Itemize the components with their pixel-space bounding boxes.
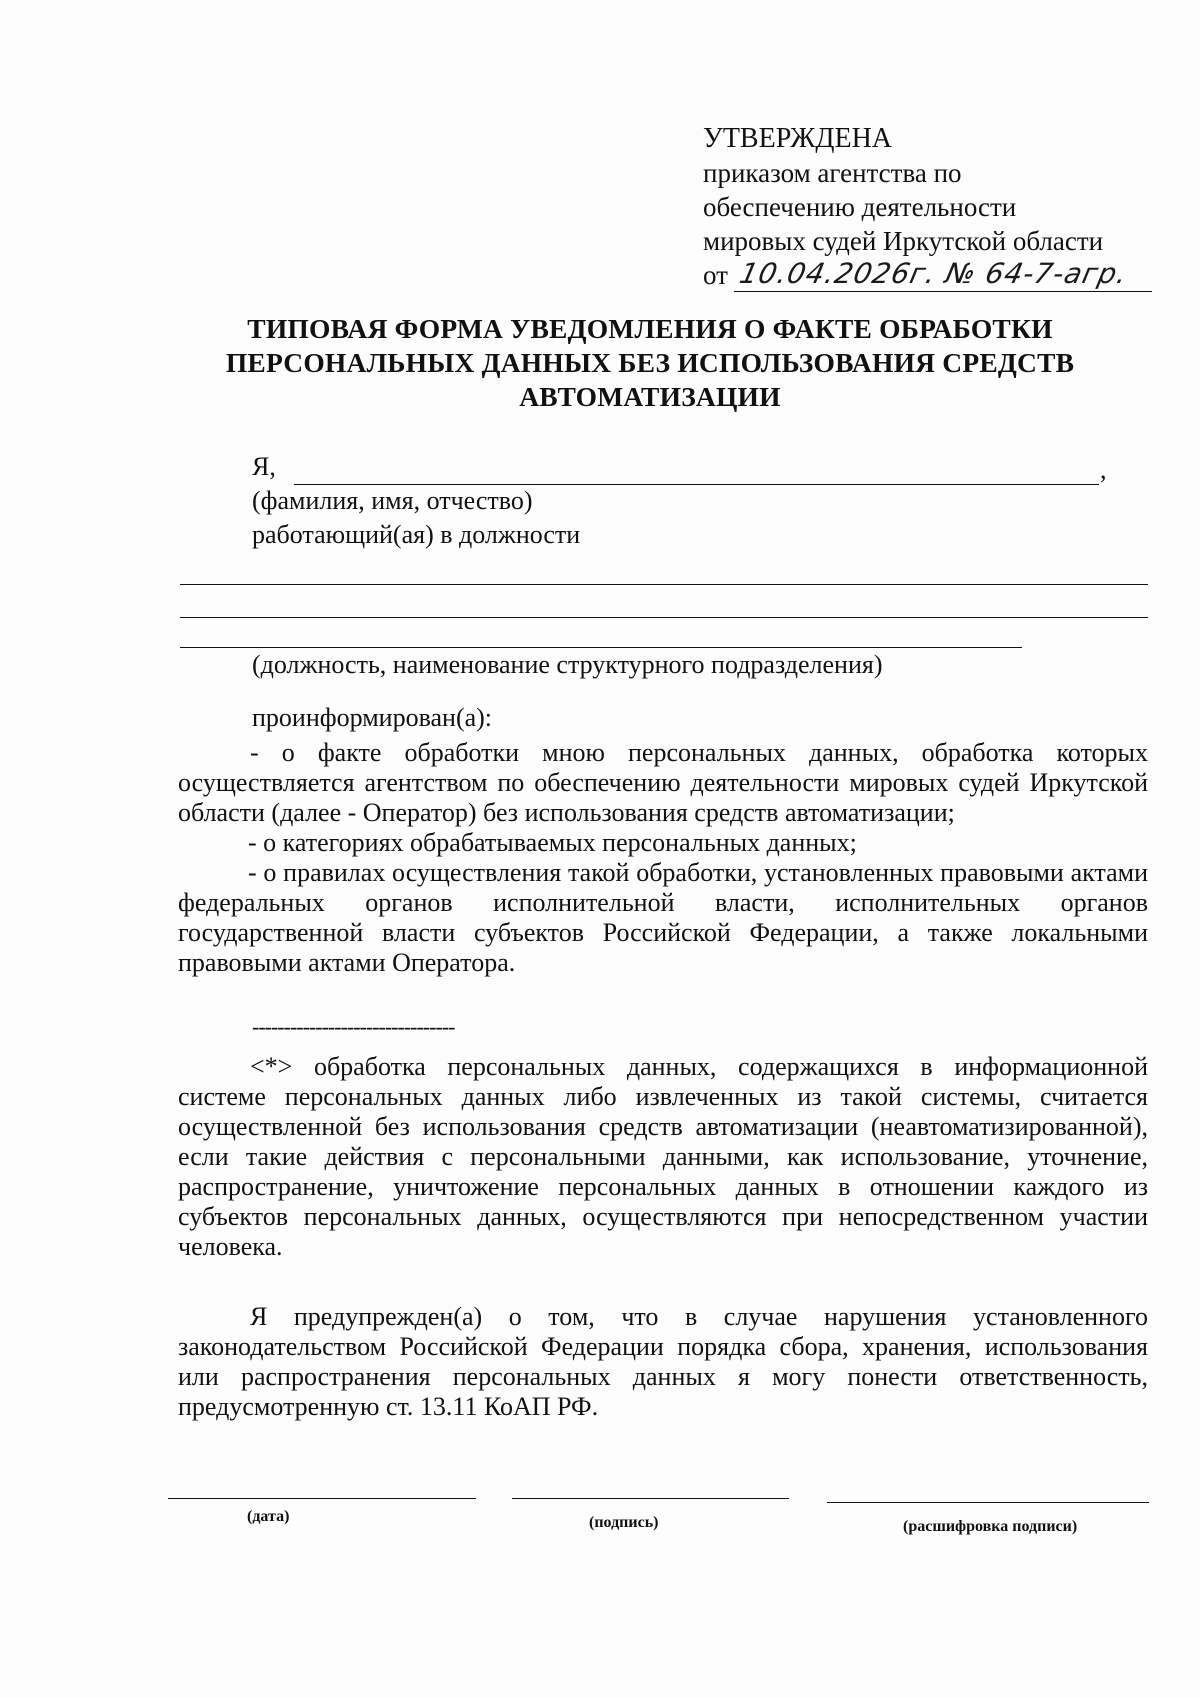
list-item-3 bbox=[178, 858, 1148, 978]
approval-line-1: приказом агентства по bbox=[703, 158, 962, 188]
signature-decoding-label: (расшифровка подписи) bbox=[903, 1518, 1078, 1535]
approval-date-line bbox=[734, 257, 1152, 292]
handwritten-order-number: 10.04.2026г. № 64-7-агр. bbox=[736, 257, 1131, 290]
name-comma: , bbox=[1100, 455, 1107, 484]
date-field[interactable] bbox=[168, 1498, 476, 1499]
approval-block bbox=[703, 122, 1152, 292]
approval-date-row bbox=[703, 258, 1152, 292]
title-line-2: ПЕРСОНАЛЬНЫХ ДАННЫХ БЕЗ ИСПОЛЬЗОВАНИЯ СРЕДСТВ bbox=[225, 347, 1075, 378]
list-item-1 bbox=[178, 738, 1148, 828]
warning-text: Я предупрежден(а) о том, что в случае нарушения установленного законодательством Российской Федерации порядка сбора, хранения, использования или распространения персональных данных я могу понести ответственность, предусмотренную ст. 13.11 КоАП РФ. bbox=[178, 1302, 1148, 1421]
position-hint: (должность, наименование структурного подразделения) bbox=[252, 650, 883, 679]
position-field-line-1[interactable] bbox=[180, 584, 1148, 585]
footnote-separator: -------------------------------- bbox=[252, 1014, 455, 1039]
approval-from-prefix: от bbox=[703, 260, 728, 290]
signature-decoding-field[interactable] bbox=[827, 1502, 1149, 1503]
name-hint: (фамилия, имя, отчество) bbox=[252, 486, 533, 515]
list-item-1-text: - о факте обработки мною персональных данных, обработка которых осуществляется агентством по обеспечению деятельности мировых судей Иркутской области (далее - Оператор) без использования средств автоматизации; bbox=[178, 738, 1148, 827]
footnote-paragraph bbox=[178, 1052, 1148, 1262]
full-name-field[interactable] bbox=[294, 484, 1099, 485]
list-item-2 bbox=[178, 828, 1148, 858]
i-label: Я, bbox=[252, 452, 276, 481]
approval-line-2: обеспечению деятельности bbox=[703, 192, 1017, 222]
position-label: работающий(ая) в должности bbox=[252, 520, 581, 549]
informed-list bbox=[178, 738, 1148, 978]
list-item-3-text: - о правилах осуществления такой обработки, установленных правовыми актами федеральных органов исполнительной власти, исполнительных органов государственной власти субъектов Российской Федерации, а также локальными правовыми актами Оператора. bbox=[178, 858, 1148, 977]
position-field-line-3[interactable] bbox=[180, 647, 1022, 648]
title-line-1: ТИПОВАЯ ФОРМА УВЕДОМЛЕНИЯ О ФАКТЕ ОБРАБОТКИ bbox=[247, 313, 1053, 344]
title-line-3: АВТОМАТИЗАЦИИ bbox=[519, 381, 781, 412]
document-title bbox=[200, 312, 1100, 414]
signature-field[interactable] bbox=[512, 1498, 789, 1499]
date-label: (дата) bbox=[247, 1508, 290, 1525]
approval-title: УТВЕРЖДЕНА bbox=[703, 123, 893, 154]
signature-label: (подпись) bbox=[589, 1514, 659, 1531]
position-field-line-2[interactable] bbox=[180, 617, 1148, 618]
informed-label: проинформирован(а): bbox=[252, 703, 493, 732]
warning-paragraph bbox=[178, 1302, 1148, 1422]
approval-line-3: мировых судей Иркутской области bbox=[703, 226, 1104, 256]
list-item-2-text: - о категориях обрабатываемых персональных данных; bbox=[248, 828, 857, 857]
footnote-text: <*> обработка персональных данных, содержащихся в информационной системе персональных данных либо извлеченных из такой системы, считается осуществленной без использования средств автоматизации (неавтоматизированной), если такие действия с персональными данными, как использование, уточнение, распространение, уничтожение персональных данных в отношении каждого из субъектов персональных данных, осуществляются при непосредственном участии человека. bbox=[178, 1052, 1148, 1261]
